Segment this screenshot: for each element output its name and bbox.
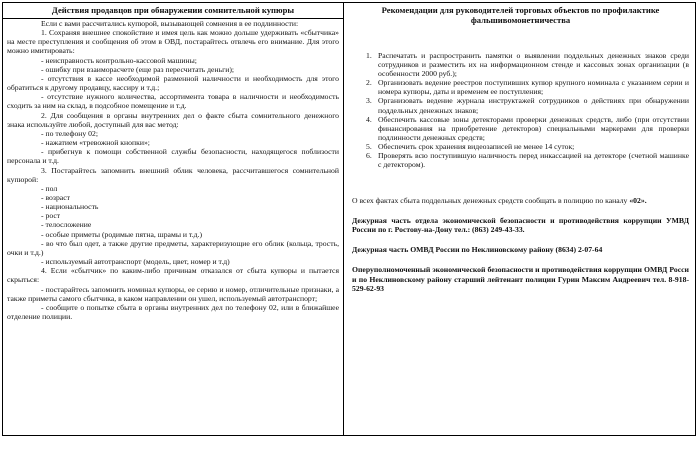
- recommendation-number: 5.: [366, 141, 372, 151]
- recommendation-number: 6.: [366, 151, 372, 161]
- recommendations-list: [352, 51, 689, 169]
- seller-actions-line: - постарайтесь запомнить номинал купюры, ее серию и номер, отличительные признаки, а также приметы самого сбытчика, в каком направлении он ушел, используемый автотранспорт;: [7, 284, 339, 303]
- seller-actions-title: Действия продавцов при обнаружении сомнительной купюры: [3, 3, 343, 19]
- recommendation-text: Обеспечить кассовые зоны детекторами проверки денежных средств, либо (при отсутствии финансирования на приобретение детекторов) специальными маркерами для проверки подлинности денежных средств;: [378, 114, 689, 142]
- seller-actions-line: - неисправность контрольно-кассовой машины;: [41, 55, 197, 65]
- seller-actions-line: - прибегнув к помощи собственной службы безопасности, находящегося поблизости персонала и т.д.: [7, 147, 339, 166]
- report-channel: «02».: [629, 196, 647, 206]
- seller-actions-line: - отсутствия в кассе необходимой разменной наличности и необходимость для этого обратиться к другому продавцу, кассиру и т.д.;: [7, 73, 339, 93]
- seller-actions-line: - особые приметы (родимые пятна, шрамы и т.д.): [41, 229, 203, 239]
- seller-actions-line: - используемый автотранспорт (модель, цвет, номер и т.д): [41, 257, 230, 267]
- seller-actions-line: 3. Постарайтесь запомнить внешний облик человека, рассчитавшегося сомнительной купюрой:: [7, 165, 339, 184]
- seller-actions-line: - отсутствие нужного количества, ассортимента товара в наличности и необходимость сходить за ним на склад, в подсобное помещение и т.д.: [7, 92, 339, 111]
- seller-actions-line: - возраст: [41, 192, 70, 202]
- seller-actions-line: - сообщите о попытке сбыта в органы внутренних дел по телефону 02, или в ближайшее отделение полиции.: [7, 302, 339, 321]
- recommendation-item: [352, 142, 689, 151]
- recommendation-item: [352, 151, 689, 169]
- report-note-text: О всех фактах сбыта поддельных денежных средств сообщать в полицию по каналу: [352, 196, 630, 206]
- seller-actions-line: - по телефону 02;: [41, 128, 99, 138]
- contact-duty-omvd: Дежурная часть ОМВД России по Неклиновскому району (8634) 2-07-64: [352, 245, 603, 255]
- seller-actions-line: Если с вами рассчитались купюрой, вызывающей сомнения в ее подлинности:: [41, 19, 299, 28]
- recommendation-number: 3.: [366, 96, 372, 106]
- recommendation-number: 2.: [366, 78, 372, 88]
- memo-sheet: [2, 2, 696, 436]
- recommendation-text: Распечатать и распространить памятки о выявлении поддельных денежных знаков среди сотрудников и разместить их на информационном стенде и кассовых зонах организации (в особенности 2000 руб.);: [378, 51, 689, 79]
- recommendation-text: Организовать ведение реестров поступивших купюр крупного номинала с указанием серии и номера купюры, даты и временем ее поступления;: [378, 78, 689, 97]
- seller-actions-line: 1. Сохраняя внешнее спокойствие и имея цель как можно дольше удерживать «сбытчика» на месте преступления и сообщения об этом в ОВД, постарайтесь отвлечь его внимание. Для этого можно имитировать:: [7, 28, 339, 56]
- seller-actions-column: [3, 3, 344, 435]
- report-note: [352, 196, 689, 205]
- recommendation-item: [352, 115, 689, 142]
- recommendation-number: 1.: [366, 51, 372, 60]
- recommendation-item: [352, 96, 689, 114]
- seller-actions-line: - ошибку при взаиморасчете (еще раз пересчитать деньги);: [41, 64, 235, 74]
- recommendation-item: [352, 78, 689, 96]
- seller-actions-line: - телосложение: [41, 220, 92, 230]
- contact-economic-security-umvd: Дежурная часть отдела экономической безопасности и противодействия коррупции УМВД России по г. Ростову-на-Дону тел.: (863) 249-43-33.: [352, 215, 689, 234]
- seller-actions-line: - национальность: [41, 202, 99, 212]
- seller-actions-line: - пол: [41, 183, 58, 193]
- manager-recommendations-column: [344, 3, 695, 435]
- seller-actions-body: [7, 19, 339, 321]
- seller-actions-line: 2. Для сообщения в органы внутренних дел о факте сбыта сомнительного денежного знака используйте любой, доступный для вас метод:: [7, 110, 339, 129]
- contact-officer: Оперуполномоченный экономической безопасности и противодействия коррупции ОМВД Росси и по Неклиновскому району старший лейтенант полиции Гурин Максим Андреевич тел. 8-918-529-62-93: [352, 265, 689, 293]
- recommendation-item: [352, 51, 689, 78]
- seller-actions-line: 4. Если «сбытчик» по каким-либо причинам отказался от сбыта купюры и пытается скрыться:: [7, 266, 339, 285]
- recommendation-text: Организовать ведение журнала инструктажей сотрудников о действиях при обнаружении поддельных денежных знаков;: [378, 96, 689, 115]
- seller-actions-line: - нажатием «тревожной кнопки»;: [41, 138, 150, 148]
- recommendation-text: Проверять всю поступившую наличность перед инкассацией на детекторе (счетной машинке с детектором).: [378, 151, 689, 170]
- recommendations-title: Рекомендации для руководителей торговых объектов по профилактике фальшивомонетничества: [381, 5, 660, 25]
- recommendation-text: Обеспечить срок хранения видеозаписей не менее 14 суток;: [378, 141, 575, 151]
- seller-actions-line: - во что был одет, а также другие предметы, характеризующие его облик (кольца, трость, очки и т.д.): [7, 238, 339, 257]
- seller-actions-line: - рост: [41, 211, 61, 221]
- recommendation-number: 4.: [366, 114, 372, 124]
